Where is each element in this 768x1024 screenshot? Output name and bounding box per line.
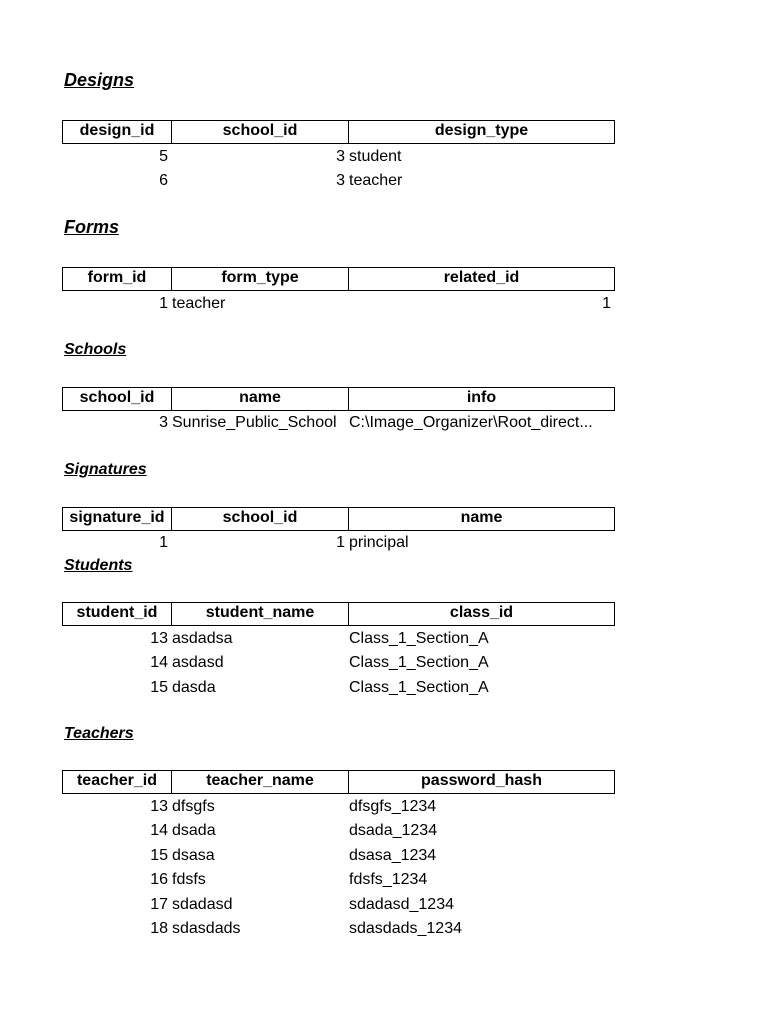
designs-header-school-id: school_id (171, 121, 348, 143)
teachers-header-password-hash: password_hash (348, 771, 614, 793)
password-hash-cell: dfsgfs_1234 (349, 798, 437, 815)
table-row (62, 795, 615, 819)
teacher-name-cell: dsasa (172, 846, 215, 864)
teacher-id-cell: 14 (150, 822, 168, 840)
designs-header-row (62, 120, 615, 144)
signatures-table (62, 507, 615, 555)
forms-title: Forms (64, 217, 120, 237)
teacher-id-cell: 15 (150, 846, 168, 864)
student-name-cell: asdasd (172, 654, 224, 672)
teachers-header-teacher-id: teacher_id (76, 772, 158, 789)
teachers-header-row (62, 770, 615, 794)
teachers-header-teacher-name: teacher_name (171, 771, 348, 793)
table-row (62, 917, 615, 941)
table-row (62, 169, 615, 193)
designs-header-design-type: design_type (348, 121, 614, 143)
schools-title: Schools (64, 341, 127, 358)
student-name-cell: dasda (172, 678, 216, 696)
schools-header-info: info (348, 388, 614, 410)
password-hash-cell: fdsfs_1234 (349, 871, 428, 889)
class-id-cell: Class_1_Section_A (349, 678, 489, 696)
forms-header-row (62, 267, 615, 291)
school-id-cell: 1 (336, 534, 345, 551)
student-id-cell: 13 (150, 630, 168, 647)
class-id-cell: Class_1_Section_A (349, 654, 489, 672)
password-hash-cell: sdasdads_1234 (349, 919, 462, 937)
signature-id-cell: 1 (159, 534, 168, 551)
teachers-title: Teachers (64, 725, 134, 742)
signatures-header-row (62, 507, 615, 531)
table-row (62, 893, 615, 917)
schools-header-row (62, 387, 615, 411)
teacher-name-cell: dfsgfs (172, 798, 215, 815)
teacher-name-cell: fdsfs (172, 871, 206, 889)
student-id-cell: 14 (150, 654, 168, 672)
signatures-header-school-id: school_id (171, 508, 348, 530)
student-name-cell: asdadsa (172, 630, 233, 647)
forms-table (62, 267, 615, 316)
teacher-id-cell: 18 (150, 919, 168, 937)
class-id-cell: Class_1_Section_A (349, 630, 489, 647)
table-row (62, 411, 615, 435)
table-row (62, 819, 615, 843)
students-header-class-id: class_id (348, 603, 614, 625)
school-id-cell: 3 (336, 148, 345, 165)
students-table (62, 602, 615, 700)
teacher-name-cell: sdasdads (172, 919, 241, 937)
designs-header-design-id: design_id (79, 122, 155, 139)
student-id-cell: 15 (150, 678, 168, 696)
table-row (62, 868, 615, 892)
teacher-name-cell: sdadasd (172, 895, 233, 913)
students-header-student-id: student_id (76, 604, 158, 621)
teacher-name-cell: dsada (172, 822, 216, 840)
designs-title: Designs (64, 70, 135, 90)
design-type-cell: teacher (349, 172, 403, 190)
school-name-cell: Sunrise_Public_School (172, 414, 337, 431)
signatures-title: Signatures (64, 461, 147, 478)
design-id-cell: 5 (159, 148, 168, 165)
table-row (62, 531, 615, 555)
table-row (62, 627, 615, 651)
signature-name-cell: principal (349, 534, 409, 551)
design-id-cell: 6 (159, 172, 168, 190)
teachers-table (62, 770, 615, 941)
designs-table (62, 120, 615, 194)
teacher-id-cell: 13 (150, 798, 168, 815)
teacher-id-cell: 16 (150, 871, 168, 889)
schools-header-school-id: school_id (79, 389, 155, 406)
signatures-header-name: name (348, 508, 614, 530)
forms-header-related-id: related_id (348, 268, 614, 290)
password-hash-cell: sdadasd_1234 (349, 895, 454, 913)
related-id-cell: 1 (602, 295, 611, 312)
schools-table (62, 387, 615, 435)
signatures-header-signature-id: signature_id (69, 509, 165, 526)
design-type-cell: student (349, 148, 402, 165)
teacher-id-cell: 17 (150, 895, 168, 913)
school-id-cell: 3 (159, 414, 168, 431)
students-header-row (62, 602, 615, 626)
forms-header-form-id: form_id (87, 269, 147, 286)
students-title: Students (64, 557, 133, 574)
forms-header-form-type: form_type (171, 268, 348, 290)
table-row (62, 145, 615, 169)
table-row (62, 292, 615, 316)
form-type-cell: teacher (172, 295, 226, 312)
form-id-cell: 1 (159, 295, 168, 312)
password-hash-cell: dsada_1234 (349, 822, 438, 840)
students-header-student-name: student_name (171, 603, 348, 625)
password-hash-cell: dsasa_1234 (349, 846, 437, 864)
table-row (62, 844, 615, 868)
table-row (62, 676, 615, 700)
school-id-cell: 3 (336, 172, 345, 190)
table-row (62, 651, 615, 675)
school-info-cell: C:\Image_Organizer\Root_direct... (349, 414, 593, 431)
schools-header-name: name (171, 388, 348, 410)
